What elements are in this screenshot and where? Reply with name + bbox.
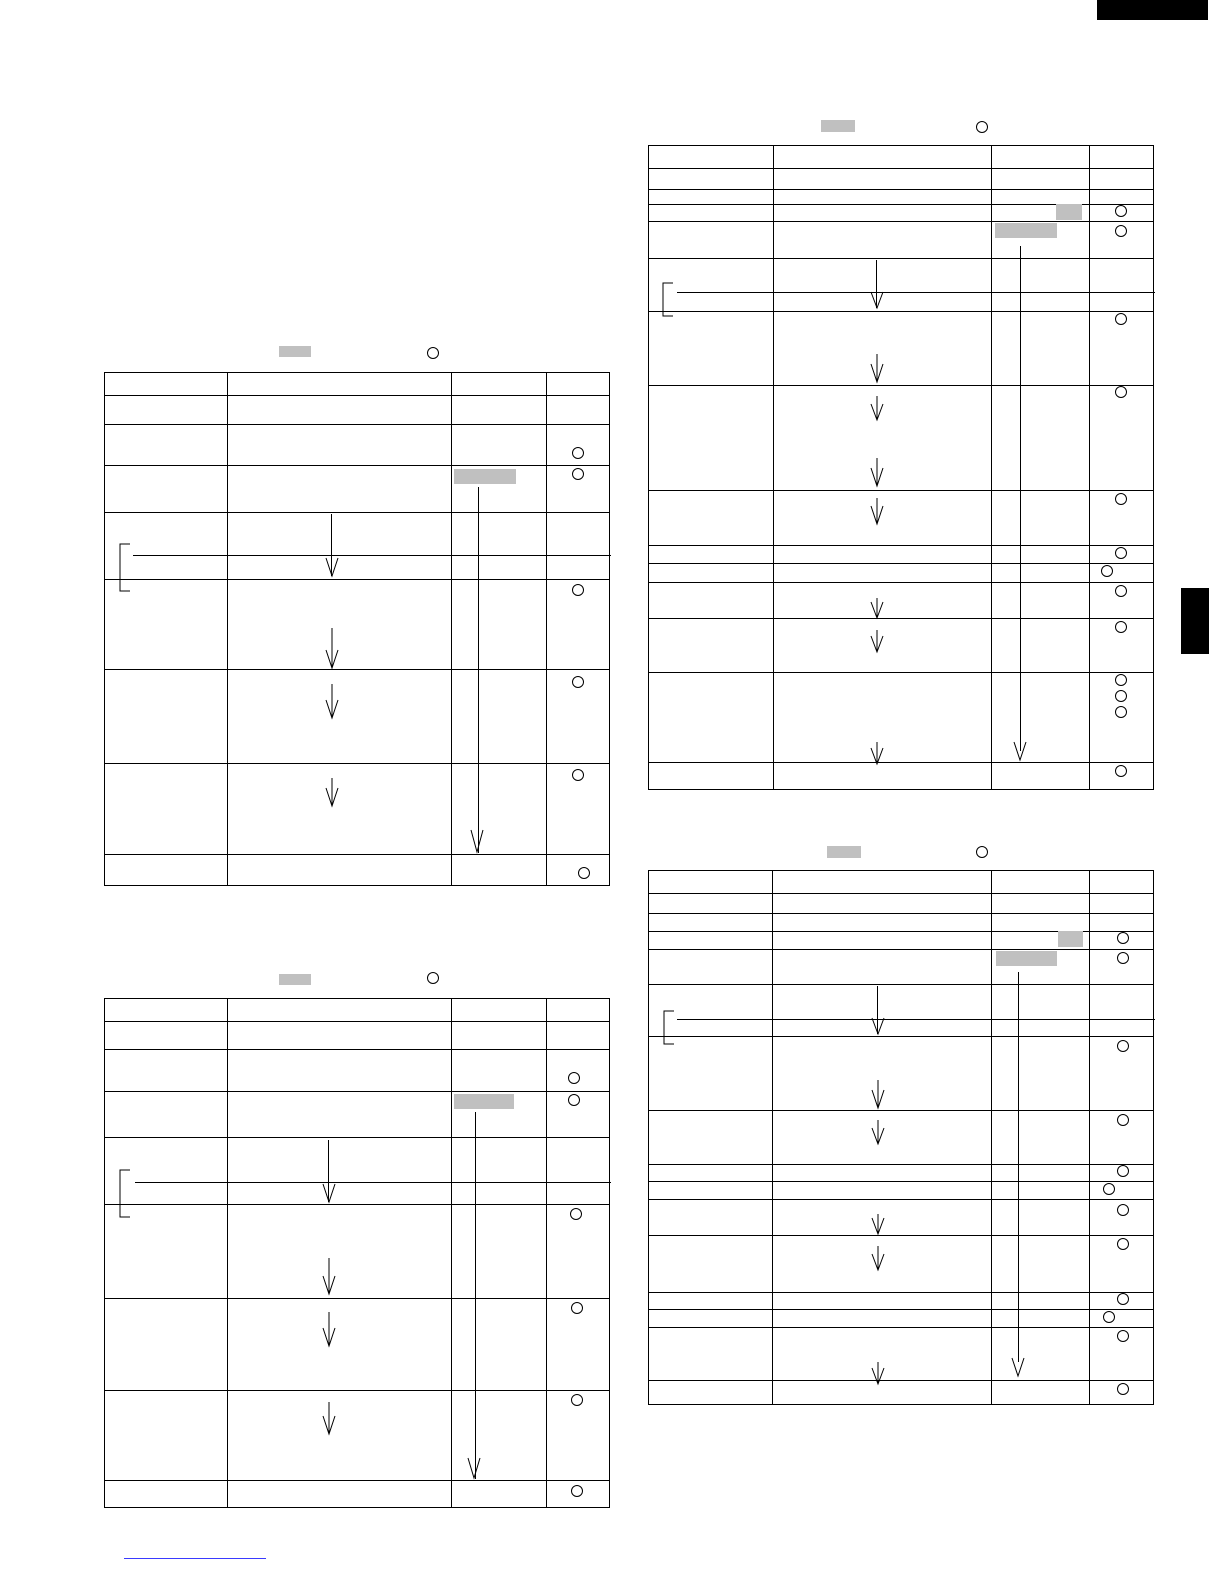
check-circle	[1117, 1204, 1129, 1216]
arrow-down-icon	[870, 742, 884, 766]
arrow-down-icon	[325, 628, 339, 670]
arrow-down-icon	[871, 1214, 885, 1236]
arrow-down-icon	[322, 1182, 336, 1204]
check-circle	[578, 867, 590, 879]
arrow-down-icon	[870, 396, 884, 422]
arrow-down-icon	[325, 778, 339, 808]
bracket	[118, 544, 132, 592]
arrow-down-icon	[870, 290, 884, 310]
arrow-down-icon	[871, 1120, 885, 1146]
check-circle	[1115, 690, 1127, 702]
arrow-down-icon	[871, 1080, 885, 1110]
check-circle	[571, 1394, 583, 1406]
arrow-down-icon	[1011, 1356, 1025, 1378]
arrow-down-icon	[871, 1362, 885, 1386]
check-circle	[572, 676, 584, 688]
check-circle	[1115, 313, 1127, 325]
check-circle	[1115, 765, 1127, 777]
check-circle	[1115, 386, 1127, 398]
check-circle	[568, 1072, 580, 1084]
check-circle	[1117, 1165, 1129, 1177]
highlight-block	[1056, 204, 1082, 220]
arrow-down-icon	[322, 1402, 336, 1436]
highlight-block	[996, 951, 1057, 966]
check-circle	[570, 1208, 582, 1220]
header-highlight	[279, 974, 311, 985]
check-circle	[1117, 1330, 1129, 1342]
check-circle	[572, 769, 584, 781]
check-circle	[1117, 1293, 1129, 1305]
check-circle	[1115, 493, 1127, 505]
footer-link-underline[interactable]	[124, 1558, 266, 1559]
check-circle	[1115, 674, 1127, 686]
arrow-down-icon	[325, 684, 339, 720]
check-circle	[1103, 1311, 1115, 1323]
check-circle	[1115, 547, 1127, 559]
table-bottom-left	[104, 998, 610, 1508]
arrow-down-icon	[870, 354, 884, 384]
arrow-down-icon	[325, 556, 339, 578]
table-top-left	[104, 372, 610, 886]
check-circle	[1115, 225, 1127, 237]
arrow-down-icon	[1013, 740, 1027, 762]
check-circle	[1115, 585, 1127, 597]
arrow-down-icon	[870, 630, 884, 654]
table-top-right	[648, 145, 1154, 790]
check-circle	[572, 584, 584, 596]
arrow-down-icon	[870, 498, 884, 526]
highlight-block	[454, 1094, 514, 1109]
check-circle	[1117, 1238, 1129, 1250]
arrow-down-icon	[871, 1016, 885, 1036]
check-circle	[1103, 1183, 1115, 1195]
arrow-down-icon	[322, 1312, 336, 1348]
check-circle	[1117, 952, 1129, 964]
check-circle	[1117, 1114, 1129, 1126]
check-circle	[1117, 1383, 1129, 1395]
table-bottom-right	[648, 870, 1154, 1405]
header-circle-mark	[976, 846, 988, 858]
check-circle	[572, 447, 584, 459]
arrow-down-icon	[870, 598, 884, 620]
check-circle	[1117, 932, 1129, 944]
header-highlight	[279, 346, 311, 357]
arrow-down-icon	[467, 1456, 481, 1480]
check-circle	[1101, 565, 1113, 577]
header-circle-mark	[976, 121, 988, 133]
side-tab	[1181, 588, 1209, 654]
highlight-block	[1058, 931, 1083, 947]
check-circle	[571, 1302, 583, 1314]
header-highlight	[821, 120, 855, 132]
check-circle	[572, 468, 584, 480]
header-circle-mark	[427, 972, 439, 984]
corner-tab	[1097, 0, 1208, 20]
highlight-block	[995, 223, 1057, 238]
header-circle-mark	[427, 347, 439, 359]
check-circle	[568, 1094, 580, 1106]
arrow-down-icon	[871, 1246, 885, 1272]
arrow-down-icon	[322, 1258, 336, 1296]
header-highlight	[827, 846, 861, 858]
check-circle	[571, 1485, 583, 1497]
highlight-block	[454, 469, 516, 484]
arrow-down-icon	[870, 458, 884, 488]
check-circle	[1117, 1040, 1129, 1052]
check-circle	[1115, 205, 1127, 217]
check-circle	[1115, 621, 1127, 633]
check-circle	[1115, 706, 1127, 718]
arrow-down-icon	[470, 828, 484, 854]
